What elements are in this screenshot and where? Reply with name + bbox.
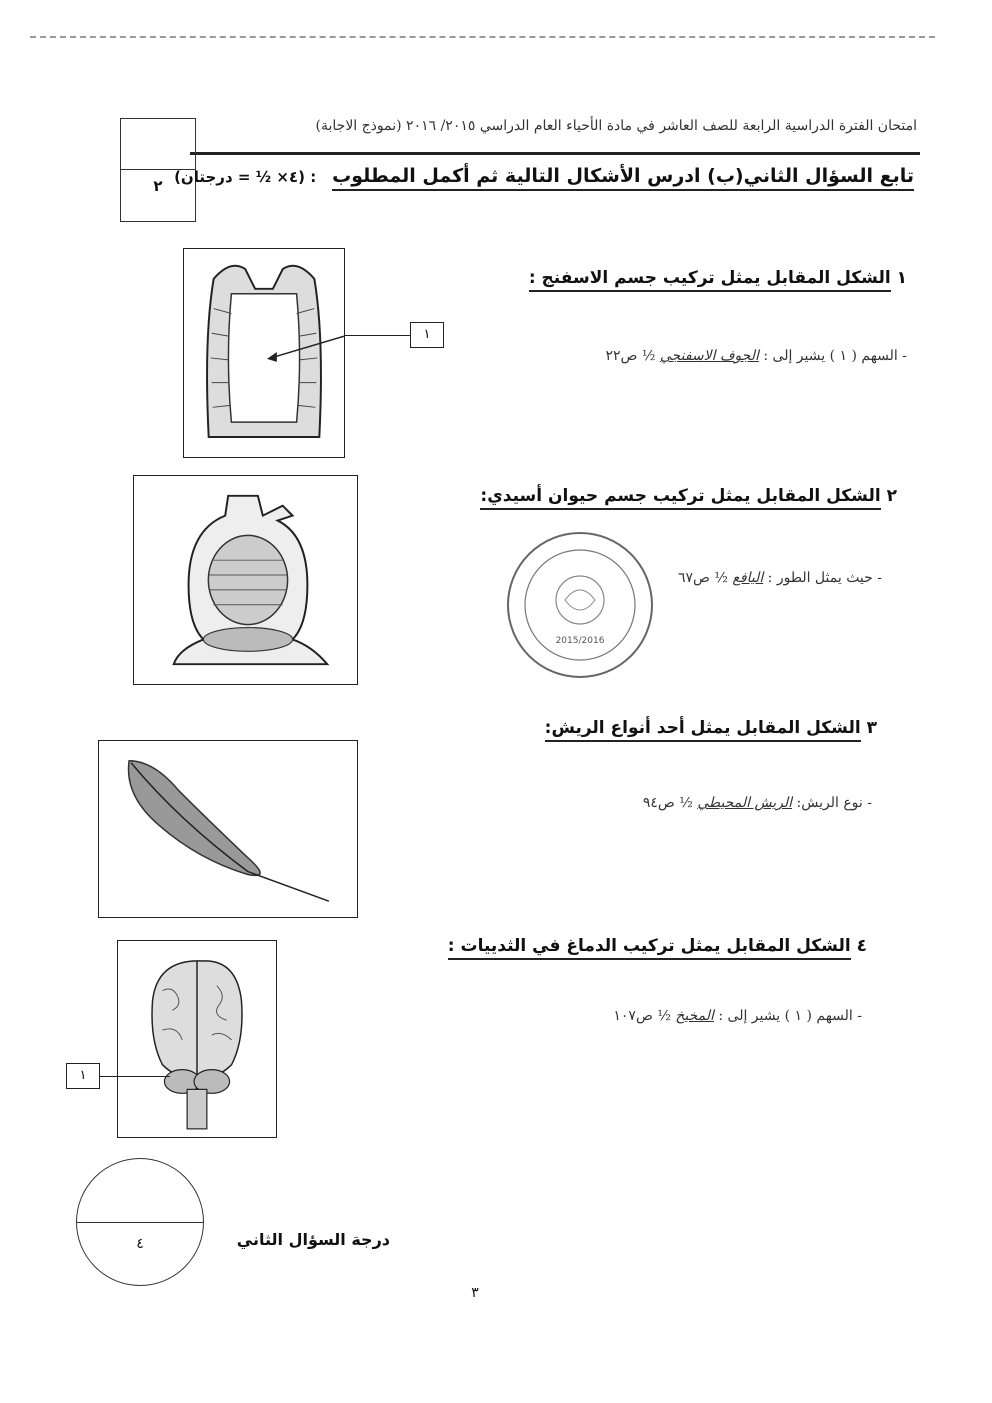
item-4-mark: ½ ص١٠٧ [613,1008,671,1024]
feather-illustration-icon [99,741,357,917]
item-1-figure-label: ١ [410,322,444,348]
question-title [174,165,914,187]
score-circle-divider [77,1222,203,1223]
item-3-answer-line [643,795,872,811]
school-seal-stamp [505,530,655,680]
item-4-figure-label: ١ [66,1063,100,1089]
top-dashed-border [30,36,935,38]
brain-figure [117,940,277,1138]
item-4-answer-line [613,1008,862,1024]
item-4-number: ٤ [856,936,867,956]
item-1-answer-line [605,348,907,364]
item-1-prompt: - السهم ( ١ ) يشير إلى : [763,348,907,364]
total-score-circle [76,1158,204,1286]
item-1-heading [529,268,907,288]
item-1-answer: الجوف الاسفنجي [659,348,759,364]
item-1-number: ١ [896,268,907,288]
sponge-body-diagram-icon [184,249,344,457]
stamp-year: 2015/2016 [555,636,605,646]
item-4-leader-line [100,1076,170,1077]
item-3-answer: الريش المحيطي [697,795,793,811]
feather-figure [98,740,358,918]
item-3-mark: ½ ص٩٤ [642,795,693,811]
ascidian-body-diagram-icon [134,476,357,684]
page-number: ٣ [471,1285,479,1301]
item-2-number: ٢ [886,486,897,506]
item-2-answer: اليافع [732,570,764,586]
item-3-heading [545,718,877,738]
stamp-icon [505,530,655,680]
item-1-mark: ½ ص٢٢ [605,348,656,364]
item-2-heading-text: الشكل المقابل يمثل تركيب جسم حيوان أسيدي: [480,486,880,510]
mammal-brain-diagram-icon [118,941,276,1137]
item-2-heading [480,486,897,506]
item-4-answer: المخيخ [675,1008,714,1024]
sponge-figure [183,248,345,458]
item-2-mark: ½ ص٦٧ [677,570,728,586]
question-title-text: تابع السؤال الثاني(ب) ادرس الأشكال التالية ثم أكمل المطلوب [332,165,914,191]
total-score-value: ٤ [136,1236,144,1252]
item-3-heading-text: الشكل المقابل يمثل أحد أنواع الريش: [545,718,861,742]
item-4-heading [448,936,867,956]
item-3-number: ٣ [866,718,877,738]
total-score-label: درجة السؤال الثاني [236,1230,390,1249]
item-2-answer-line [678,570,882,586]
item-4-heading-text: الشكل المقابل يمثل تركيب الدماغ في الثدييات : [448,936,851,960]
exam-header: امتحان الفترة الدراسية الرابعة للصف العاشر في مادة الأحياء العام الدراسي ٢٠١٥/ ٢٠١٦ (نموذج الاجابة) [315,118,917,134]
item-3-prompt: - نوع الريش: [796,795,872,811]
ascidian-figure [133,475,358,685]
item-1-heading-text: الشكل المقابل يمثل تركيب جسم الاسفنج : [529,268,891,292]
score-box-value: ٢ [153,177,163,195]
header-rule [190,152,920,155]
item-2-prompt: - حيث يمثل الطور : [767,570,882,586]
item-1-leader-line [345,335,410,336]
question-marks: : (٤× ½ = درجتان) [174,168,317,186]
item-4-prompt: - السهم ( ١ ) يشير إلى : [718,1008,862,1024]
